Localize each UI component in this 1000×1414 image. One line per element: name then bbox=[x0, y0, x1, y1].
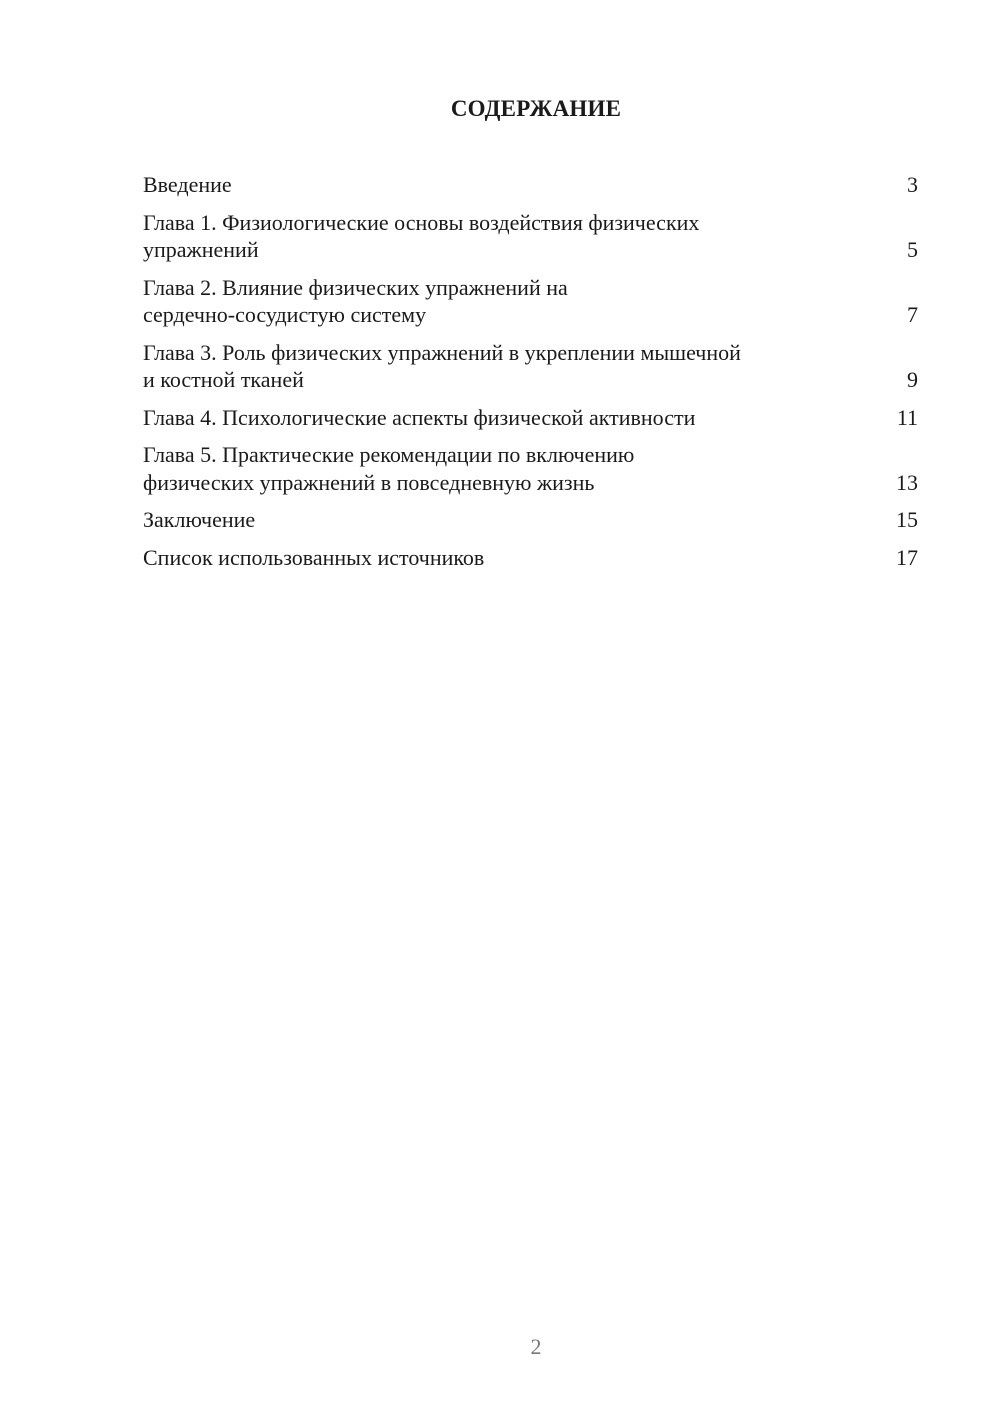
toc-entry-page: 11 bbox=[896, 404, 918, 430]
toc-entry-conclusion[interactable] bbox=[143, 506, 918, 534]
toc-entry-chapter-5[interactable] bbox=[143, 441, 918, 496]
toc-entry-title: Глава 4. Психологические аспекты физической активности bbox=[143, 404, 696, 430]
toc-entry-title: Глава 1. Физиологические основы воздействия физических упражнений bbox=[143, 209, 700, 262]
page-title: СОДЕРЖАНИЕ bbox=[450, 96, 622, 121]
toc-entry-page: 15 bbox=[896, 507, 918, 532]
toc-entry-chapter-2[interactable] bbox=[143, 274, 918, 329]
toc-entry-references[interactable] bbox=[143, 544, 918, 572]
toc-entry-title: Список использованных источников bbox=[143, 544, 485, 570]
toc-entry-chapter-1[interactable] bbox=[143, 209, 918, 264]
toc-entry-introduction[interactable] bbox=[143, 171, 918, 199]
toc-entry-title: Глава 3. Роль физических упражнений в укреплении мышечной и костной тканей bbox=[143, 339, 741, 392]
toc-entry-page: 9 bbox=[907, 367, 918, 392]
toc-entry-page: 17 bbox=[896, 544, 918, 570]
toc-entry-page: 3 bbox=[907, 172, 918, 197]
toc-entry-page: 13 bbox=[896, 469, 918, 495]
page-number: 2 bbox=[530, 1334, 542, 1359]
toc-entry-title: Глава 2. Влияние физических упражнений на сердечно-сосудистую систему bbox=[143, 274, 568, 327]
toc-entry-title: Введение bbox=[143, 172, 232, 197]
table-of-contents bbox=[143, 171, 918, 581]
toc-entry-page: 7 bbox=[907, 302, 918, 327]
toc-entry-title: Глава 5. Практические рекомендации по включению физических упражнений в повседневную жизнь bbox=[143, 442, 635, 495]
toc-entry-chapter-4[interactable] bbox=[143, 404, 918, 432]
toc-entry-title: Заключение bbox=[143, 507, 256, 532]
toc-entry-page: 5 bbox=[907, 237, 918, 262]
toc-entry-chapter-3[interactable] bbox=[143, 339, 918, 394]
